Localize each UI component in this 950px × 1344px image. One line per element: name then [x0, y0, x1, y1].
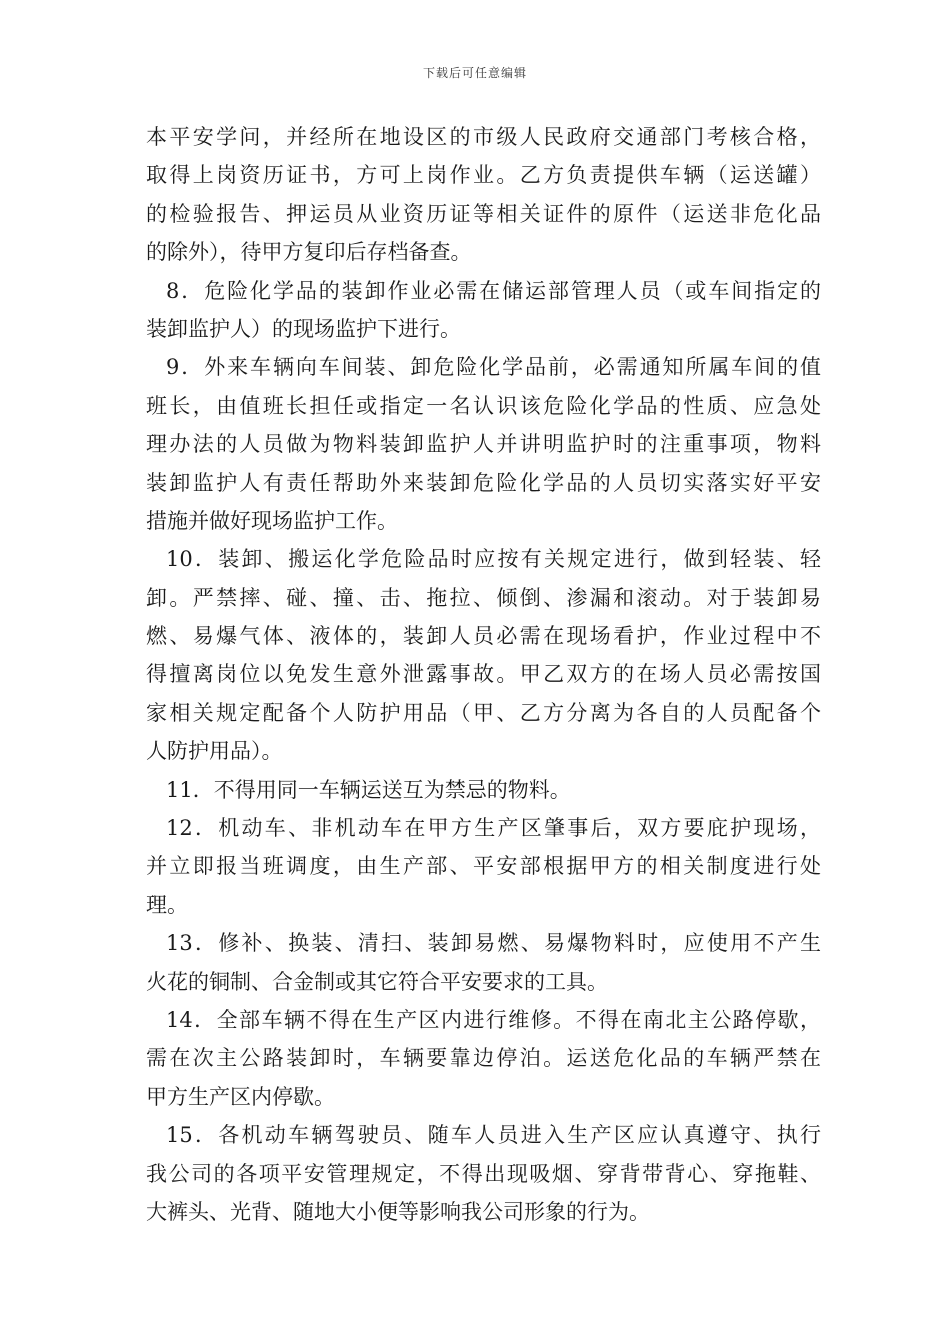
- text-line: 燃、易爆气体、液体的，装卸人员必需在现场看护，作业过程中不: [146, 624, 821, 649]
- document-body: [146, 118, 821, 1231]
- text-line: 班长，由值班长担任或指定一名认识该危险化学品的性质、应急处: [146, 393, 821, 418]
- paragraph: [146, 348, 821, 540]
- page-header-note: 下载后可任意编辑: [422, 66, 527, 80]
- text-line: 11．不得用同一车辆运送互为禁忌的物料。: [166, 777, 571, 802]
- text-line: 装卸监护人有责任帮助外来装卸危险化学品的人员切实落实好平安: [146, 470, 821, 495]
- text-line: 卸。严禁摔、碰、撞、击、拖拉、倾倒、渗漏和滚动。对于装卸易: [146, 585, 821, 610]
- text-line: 家相关规定配备个人防护用品（甲、乙方分离为各自的人员配备个: [146, 700, 821, 725]
- text-line: 理。: [146, 892, 188, 917]
- text-line: 大裤头、光背、随地大小便等影响我公司形象的行为。: [146, 1199, 650, 1224]
- text-line: 装卸监护人）的现场监护下进行。: [146, 316, 461, 341]
- text-line: 我公司的各项平安管理规定，不得出现吸烟、穿背带背心、穿拖鞋、: [146, 1161, 821, 1186]
- text-line: 措施并做好现场监护工作。: [146, 508, 398, 533]
- paragraph: [146, 118, 821, 272]
- text-line: 14．全部车辆不得在生产区内进行维修。不得在南北主公路停歇，: [166, 1007, 821, 1032]
- paragraph: [146, 771, 821, 809]
- text-line: 得擅离岗位以免发生意外泄露事故。甲乙双方的在场人员必需按国: [146, 662, 821, 687]
- text-line: 9．外来车辆向车间装、卸危险化学品前，必需通知所属车间的值: [166, 355, 821, 380]
- text-line: 甲方生产区内停歇。: [146, 1084, 335, 1109]
- text-line: 8．危险化学品的装卸作业必需在储运部管理人员（或车间指定的: [166, 278, 821, 303]
- paragraph: [146, 1001, 821, 1116]
- text-line: 并立即报当班调度，由生产部、平安部根据甲方的相关制度进行处: [146, 854, 821, 879]
- paragraph: [146, 272, 821, 349]
- text-line: 的除外），待甲方复印后存档备查。: [146, 240, 472, 265]
- text-line: 的检验报告、押运员从业资历证等相关证件的原件（运送非危化品: [146, 201, 821, 226]
- text-line: 12．机动车、非机动车在甲方生产区肇事后，双方要庇护现场，: [166, 816, 821, 841]
- text-line: 本平安学问，并经所在地设区的市级人民政府交通部门考核合格，: [146, 125, 821, 149]
- text-line: 理办法的人员做为物料装卸监护人并讲明监护时的注重事项，物料: [146, 432, 821, 457]
- text-line: 10．装卸、搬运化学危险品时应按有关规定进行，做到轻装、轻: [166, 547, 821, 572]
- text-line: 15．各机动车辆驾驶员、随车人员进入生产区应认真遵守、执行: [166, 1123, 821, 1148]
- text-line: 13．修补、换装、清扫、装卸易燃、易爆物料时，应使用不产生: [166, 931, 821, 956]
- paragraph: [146, 540, 821, 770]
- text-line: 人防护用品）。: [146, 739, 283, 764]
- text-line: 需在次主公路装卸时，车辆要靠边停泊。运送危化品的车辆严禁在: [146, 1046, 821, 1071]
- paragraph: [146, 1116, 821, 1231]
- paragraph: [146, 809, 821, 924]
- text-line: 取得上岗资历证书，方可上岗作业。乙方负责提供车辆（运送罐）: [146, 163, 821, 188]
- paragraph: [146, 924, 821, 1001]
- text-line: 火花的铜制、合金制或其它符合平安要求的工具。: [146, 969, 608, 994]
